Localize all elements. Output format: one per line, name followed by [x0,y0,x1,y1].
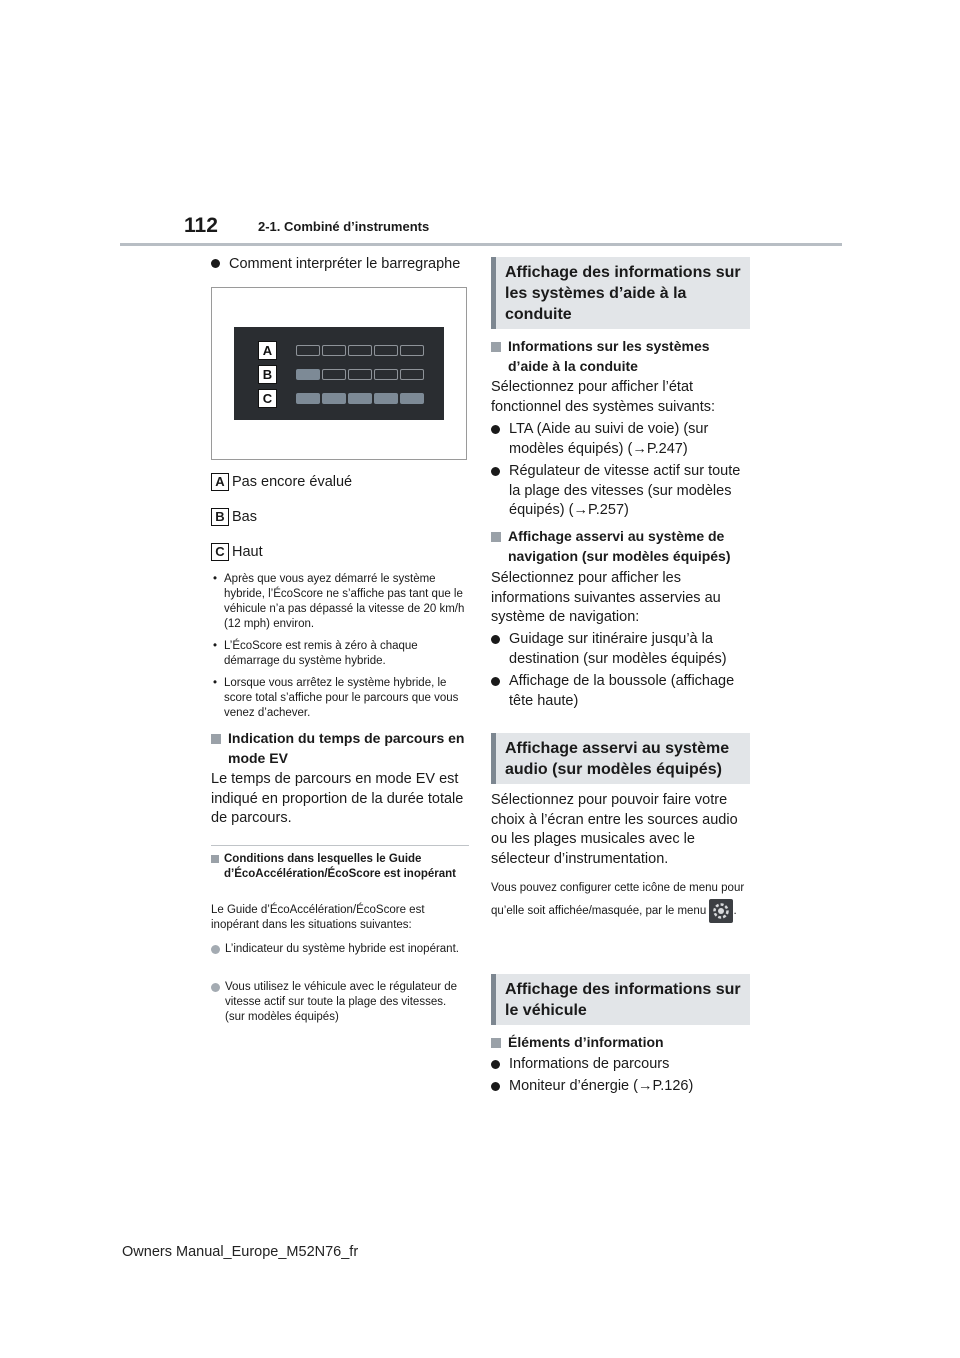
info-item: Informations de parcours [491,1055,751,1075]
note-item: • Lorsque vous arrêtez le système hybride, le score total s’affiche pour le parcours que vous venez d’achever. [211,676,469,721]
page-number: 112 [184,214,218,237]
info-item: Moniteur d’énergie (→P.126) [491,1077,751,1097]
conditions-item: L’indicateur du système hybride est inopérant. [211,942,469,957]
bargraph-segment [296,393,320,404]
driving-assist-item: Régulateur de vitesse actif sur toute la plage des vitesses (sur modèles équipés) (→P.257) [491,462,751,521]
bargraph-segment [348,369,372,380]
bargraph-segment [374,345,398,356]
navigation-item: Guidage sur itinéraire jusqu’à la destination (sur modèles équipés) [491,630,751,669]
bullet-icon [211,259,220,268]
header-divider [120,243,842,246]
bargraph-display [234,327,444,420]
bargraph-segment [374,393,398,404]
driving-assist-info-text: Sélectionnez pour afficher l’état fonctionnel des systèmes suivants: [491,379,716,415]
legend-row-b: B Bas [211,508,257,526]
navigation-text: Sélectionnez pour afficher les informations suivantes asservies au système de navigation: [491,570,721,625]
conditions-item: Vous utilisez le véhicule avec le régulateur de vitesse actif sur toute la plage des vitesses. (sur modèles équipés) [211,980,469,1025]
bargraph-segment [400,393,424,404]
gear-icon [709,899,733,923]
driving-assist-info-heading: Informations sur les systèmes d’aide à la conduite [491,337,751,376]
legend-row-a: A Pas encore évalué [211,473,352,491]
bargraph-segment [322,345,346,356]
legend-key-c: C [211,543,229,561]
driving-assist-item: LTA (Aide au suivi de voie) (sur modèles équipés) (→P.247) [491,420,751,459]
bargraph-segment [400,345,424,356]
bargraph-segment [322,369,346,380]
ev-text: Le temps de parcours en mode EV est indiqué en proportion de la durée totale de parcours. [211,771,464,826]
ev-heading: Indication du temps de parcours en mode EV [211,729,469,768]
label-a: A [258,341,277,360]
audio-section-heading: Affichage asservi au système audio (sur modèles équipés) [491,733,750,784]
manual-id: Owners Manual_Europe_M52N76_fr [122,1244,359,1260]
vehicle-info-section-heading: Affichage des informations sur le véhicule [491,974,750,1025]
conditions-text: Le Guide d’ÉcoAccélération/ÉcoScore est inopérant dans les situations suivantes: [211,904,425,931]
legend-key-b: B [211,508,229,526]
bargraph-segment [348,345,372,356]
conditions-heading: Conditions dans lesquelles le Guide d’ÉcoAccélération/ÉcoScore est inopérant [211,852,469,881]
note-item: • Après que vous ayez démarré le système hybride, l’ÉcoScore ne s’affiche pas tant que le véhicule n’a pas dépassé la vitesse de 20 km/h (12 mph) environ. [211,572,469,632]
bargraph-segment [322,393,346,404]
bargraph-segment [400,369,424,380]
legend-key-a: A [211,473,229,491]
navigation-heading: Affichage asservi au système de navigation (sur modèles équipés) [491,527,751,566]
label-c: C [258,389,277,408]
bargraph-segment [374,369,398,380]
audio-note: Vous pouvez configurer cette icône de menu pour qu’elle soit affichée/masquée, par le menu . [491,878,751,923]
section-divider [211,845,469,846]
driving-assist-section-heading: Affichage des informations sur les systèmes d’aide à la conduite [491,257,750,329]
bargraph-segment [296,369,320,380]
bargraph-intro-bullet: Comment interpréter le barregraphe [211,255,460,275]
audio-text: Sélectionnez pour pouvoir faire votre choix à l’écran entre les sources audio ou les plages musicales avec le sélecteur d’instrumentation. [491,792,738,867]
bargraph-segment [348,393,372,404]
navigation-item: Affichage de la boussole (affichage tête haute) [491,672,751,711]
section-title: 2-1. Combiné d’instruments [258,219,430,234]
label-b: B [258,365,277,384]
note-item: • L’ÉcoScore est remis à zéro à chaque démarrage du système hybride. [211,639,469,669]
info-items-heading: Éléments d’information [491,1033,751,1053]
bargraph-segment [296,345,320,356]
legend-row-c: C Haut [211,543,263,561]
